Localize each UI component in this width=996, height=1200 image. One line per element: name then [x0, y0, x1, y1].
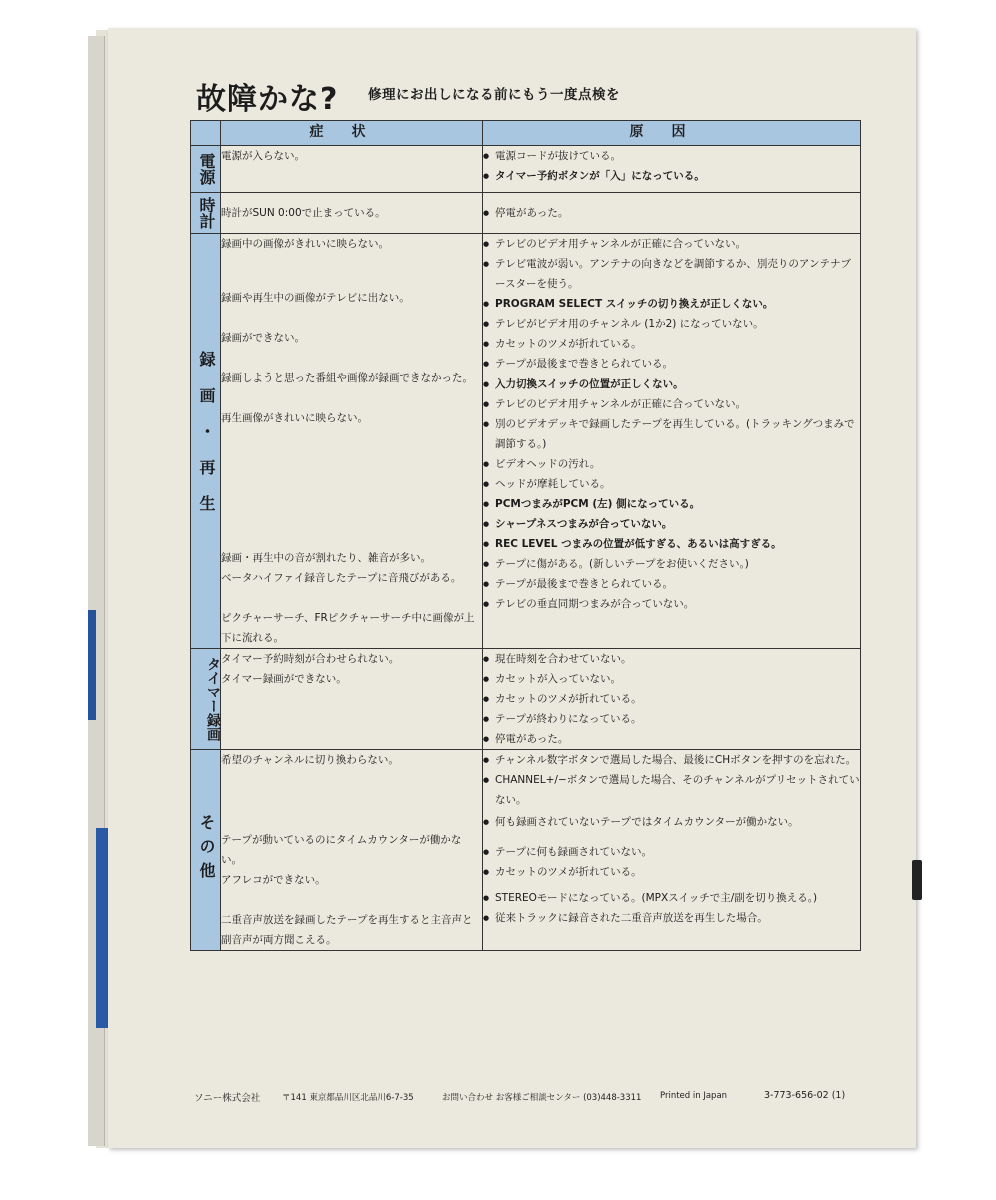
table-row	[191, 234, 861, 649]
cause-text: ● ヘッドが摩耗している。	[483, 474, 860, 494]
footer-code: 3-773-656-02 (1)	[764, 1090, 846, 1101]
cause-text: ● 何も録画されていないテープではタイムカウンターが働かない。	[483, 812, 860, 832]
table-corner	[191, 121, 221, 146]
cause-text: ● PROGRAM SELECT スイッチの切り換えが正しくない。	[483, 294, 860, 314]
symptom-cell	[221, 146, 483, 193]
symptom-text: テープが動いているのにタイムカウンターが働かない。	[221, 834, 462, 866]
footer-company: ソニー株式会社	[194, 1093, 261, 1104]
cause-text: ● ビデオヘッドの汚れ。	[483, 454, 860, 474]
category-label: 時計	[191, 193, 221, 234]
symptom-text: 再生画像がきれいに映らない。	[221, 412, 368, 424]
symptom-text: 時計がSUN 0:00で止まっている。	[221, 207, 386, 219]
symptom-cell	[221, 193, 483, 234]
index-tab	[88, 610, 96, 720]
cause-text: ● テープが最後まで巻きとられている。	[483, 354, 860, 374]
cause-text: ● テープに何も録画されていない。	[483, 842, 860, 862]
symptom-text: ピクチャーサーチ、FRピクチャーサーチ中に画像が上下に流れる。	[221, 612, 475, 644]
table-row	[191, 146, 861, 193]
symptom-cell	[221, 649, 483, 750]
cause-text: ● テープが最後まで巻きとられている。	[483, 574, 860, 594]
symptom-text: 録画・再生中の音が割れたり、雑音が多い。	[221, 552, 431, 564]
cause-text: ● テープが終わりになっている。	[483, 709, 860, 729]
cause-text: ● テープに傷がある。(新しいテープをお使いください。)	[483, 554, 860, 574]
category-label: タイマー録画	[191, 649, 221, 750]
category-label: その他	[191, 750, 221, 951]
cause-text: ● テレビ電波が弱い。アンテナの向きなどを調節するか、別売りのアンテナブースターを使う。	[483, 254, 860, 294]
symptom-text: 二重音声放送を録画したテープを再生すると主音声と副音声が両方聞こえる。	[221, 914, 473, 946]
symptom-text: タイマー録画ができない。	[221, 673, 347, 685]
cause-text: ● テレビがビデオ用のチャンネル (1か2) になっていない。	[483, 314, 860, 334]
cause-cell	[483, 234, 861, 649]
cause-text: ● 別のビデオデッキで録画したテープを再生している。(トラッキングつまみで調節する。)	[483, 414, 860, 454]
cause-cell	[483, 750, 861, 951]
footer-printed: Printed in Japan	[660, 1091, 728, 1101]
cause-text: ● 電源コードが抜けている。	[483, 146, 860, 166]
cause-text: ● CHANNEL+/−ボタンで選局した場合、そのチャンネルがプリセットされていない。	[483, 770, 860, 810]
cause-text: ● カセットのツメが折れている。	[483, 334, 860, 354]
cause-text: ● テレビのビデオ用チャンネルが正確に合っていない。	[483, 234, 860, 254]
cause-text: ● 停電があった。	[483, 203, 860, 223]
symptom-text: 録画中の画像がきれいに映らない。	[221, 238, 389, 250]
cause-text: ● 入力切換スイッチの位置が正しくない。	[483, 374, 860, 394]
footer-address: 〒141 東京都品川区北品川6-7-35	[282, 1093, 414, 1103]
cause-cell	[483, 146, 861, 193]
cause-cell	[483, 193, 861, 234]
cause-text: ● PCMつまみがPCM (左) 側になっている。	[483, 494, 860, 514]
page-title: 故障かな?	[196, 82, 339, 117]
cause-text: ● テレビのビデオ用チャンネルが正確に合っていない。	[483, 394, 860, 414]
cause-text: ● シャープネスつまみが合っていない。	[483, 514, 860, 534]
symptom-text: 録画ができない。	[221, 332, 305, 344]
symptom-text: ベータハイファイ録音したテープに音飛びがある。	[221, 572, 462, 584]
category-label: 電源	[191, 146, 221, 193]
table-row	[191, 649, 861, 750]
cause-text: ● REC LEVEL つまみの位置が低すぎる、あるいは高すぎる。	[483, 534, 860, 554]
category-label: 録画・再生	[191, 234, 221, 649]
table-row	[191, 750, 861, 951]
cause-text: ● テレビの垂直同期つまみが合っていない。	[483, 594, 860, 614]
cause-text: ● 現在時刻を合わせていない。	[483, 649, 860, 669]
cause-text: ● STEREOモードになっている。(MPXスイッチで主/副を切り換える。)	[483, 888, 860, 908]
column-header-symptom: 症状	[221, 121, 483, 146]
cause-text: ● チャンネル数字ボタンで選局した場合、最後にCHボタンを押すのを忘れた。	[483, 750, 860, 770]
symptom-cell	[221, 750, 483, 951]
footer-contact: お問い合わせ お客様ご相談センター (03)448-3311	[442, 1093, 642, 1103]
cause-text: ● タイマー予約ボタンが「入」になっている。	[483, 166, 860, 186]
symptom-text: 希望のチャンネルに切り換わらない。	[221, 754, 399, 766]
cause-text: ● カセットのツメが折れている。	[483, 689, 860, 709]
cause-text: ● 停電があった。	[483, 729, 860, 749]
symptom-text: アフレコができない。	[221, 874, 326, 886]
symptom-text: 電源が入らない。	[221, 150, 305, 162]
cause-text: ● カセットのツメが折れている。	[483, 862, 860, 882]
binding-clip	[912, 860, 922, 900]
symptom-text: タイマー予約時刻が合わせられない。	[221, 653, 400, 665]
cause-cell	[483, 649, 861, 750]
cause-text: ● カセットが入っていない。	[483, 669, 860, 689]
table-row	[191, 193, 861, 234]
cause-text: ● 従来トラックに録音された二重音声放送を再生した場合。	[483, 908, 860, 928]
troubleshooting-table	[190, 120, 861, 951]
symptom-cell	[221, 234, 483, 649]
symptom-text: 録画や再生中の画像がテレビに出ない。	[221, 292, 410, 304]
page-subtitle: 修理にお出しになる前にもう一度点検を	[368, 87, 620, 103]
column-header-cause: 原因	[483, 121, 861, 146]
symptom-text: 録画しようと思った番組や画像が録画できなかった。	[221, 372, 473, 384]
